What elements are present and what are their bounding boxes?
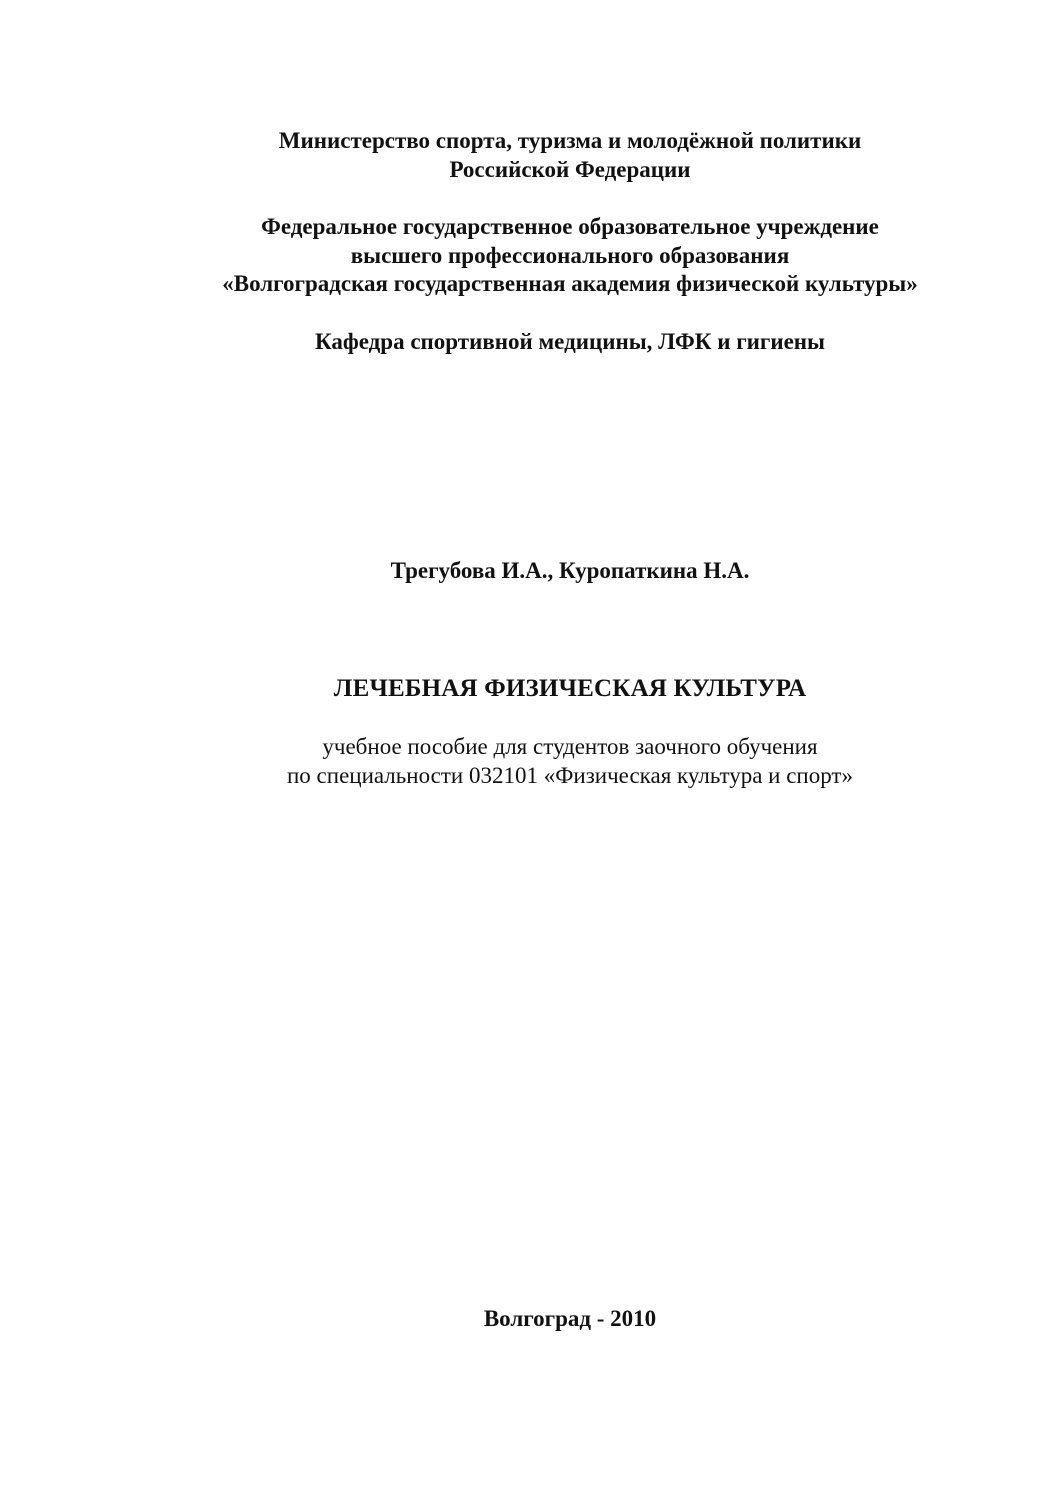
city-year: Волгоград - 2010 xyxy=(483,1306,657,1331)
ministry-line-1: Министерство спорта, туризма и молодёжной политики xyxy=(278,128,862,153)
document-title: ЛЕЧЕБНАЯ ФИЗИЧЕСКАЯ КУЛЬТУРА xyxy=(333,675,807,702)
subtitle-line-2: по специальности 032101 «Физическая культура и спорт» xyxy=(287,763,853,788)
institution-line-1: Федеральное государственное образовательное учреждение xyxy=(261,214,879,239)
ministry-line-2: Российской Федерации xyxy=(449,157,691,182)
institution-line-2: высшего профессионального образования xyxy=(350,243,790,268)
subtitle-line-1: учебное пособие для студентов заочного обучения xyxy=(322,734,818,759)
department-name: Кафедра спортивной медицины, ЛФК и гигиены xyxy=(314,329,826,354)
authors: Трегубова И.А., Куропаткина Н.А. xyxy=(390,558,750,583)
institution-line-3: «Волгоградская государственная академия физической культуры» xyxy=(222,271,918,296)
